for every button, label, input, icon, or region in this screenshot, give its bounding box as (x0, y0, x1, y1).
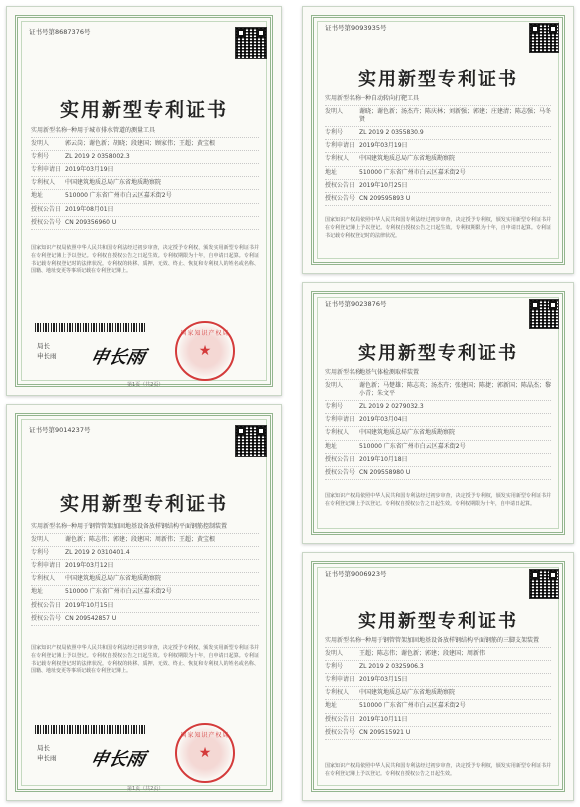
patent-certificate-4 (6, 404, 282, 801)
official-seal: 国家知识产权局 ★ (175, 321, 235, 381)
field-row: 授权公告号 CN 209542857 U (31, 613, 259, 626)
field-row: 专利申请日 2019年03月12日 (31, 560, 259, 573)
field-row: 授权公告号 CN 209515921 U (325, 727, 551, 740)
field-row: 授权公告日 2019年08月01日 (31, 204, 259, 217)
field-row: 发明人 王超；陈志伟；谢色新；郭建；段建国；周新伟 (325, 648, 551, 661)
bureau-title: 局长 申长雨 (37, 342, 57, 361)
field-row: 发明人 郭云岗；谢色新；胡晓；段建国；顾家伟；王超；黄宝根 (31, 138, 259, 151)
certificate-fields (325, 635, 551, 740)
field-row: 实用新型名称 一种自动转向打靶工具 (325, 93, 551, 106)
certificate-title: 实用新型专利证书 (59, 493, 228, 515)
field-row: 授权公告日 2019年10月15日 (31, 600, 259, 613)
patent-certificate-1 (6, 6, 282, 396)
patent-certificate-3 (302, 282, 574, 544)
field-row: 发明人 谢色新；马楚雄；陈志英；汤杰卉；张建国；陈捷；郭新国；陈晶杰；黎小青；朱文平 (325, 380, 551, 401)
certificate-body-text: 国家知识产权局依照中华人民共和国专利法经过初步审查，决定授予专利权，颁发实用新型专利证书并在专利登记簿上予以登记。专利权自授权公告之日起生效。专利权期限为十年，自申请日起算。专利证书记载专利权登记时的法律状况。 (325, 217, 551, 239)
director-signature: 申长雨 (88, 347, 147, 368)
field-row: 发明人 谢色新；陈志伟；郭建；段建国；周新伟；王超；黄宝根 (31, 534, 259, 547)
certificate-number: 证书号第9014237号 (29, 426, 91, 434)
field-row: 地址 510000 广东省广州市白云区嘉禾街2号 (325, 441, 551, 454)
field-row: 专利申请日 2019年03月15日 (325, 674, 551, 687)
field-row: 专利权人 中国建筑地质总局广东省地质勘察院 (325, 427, 551, 440)
qr-code-icon (235, 425, 267, 457)
qr-code-icon (529, 299, 559, 329)
certificate-fields (31, 125, 259, 230)
field-row: 专利申请日 2019年03月19日 (325, 140, 551, 153)
qr-code-icon (529, 23, 559, 53)
field-row: 地址 510000 广东省广州市白云区嘉禾街2号 (31, 586, 259, 599)
patent-certificate-2 (302, 6, 574, 274)
field-row: 实用新型名称 一种用于城市排水管道的测量工具 (31, 125, 259, 138)
field-row: 发明人 谢晓；谢色新；汤杰卉；陈庆林；刘新强；郭建；庄建清；陈志强；马冬贤 (325, 106, 551, 127)
star-icon: ★ (198, 343, 212, 359)
director-signature: 申长雨 (88, 749, 147, 770)
certificate-body-text: 国家知识产权局依照中华人民共和国专利法经过初步审查，决定授予专利权，颁发实用新型专利证书并在专利登记簿上予以登记。专利权自授权公告之日起生效。专利权期限为十年，自申请日起算。 (325, 493, 551, 507)
field-row: 专利号 ZL 2019 2 0325906.3 (325, 661, 551, 674)
barcode (35, 725, 145, 734)
page-number: 第1页（共2页） (127, 786, 164, 792)
certificate-title: 实用新型专利证书 (358, 69, 518, 90)
certificate-number: 证书号第9093935号 (325, 24, 387, 32)
certificate-title: 实用新型专利证书 (358, 611, 518, 632)
qr-code-icon (529, 569, 559, 599)
certificate-body-text: 国家知识产权局依照中华人民共和国专利法经过初步审查，决定授予专利权，颁发实用新型专利证书并在专利登记簿上予以登记。专利权自授权公告之日起生效。 (325, 763, 551, 777)
qr-code-icon (235, 27, 267, 59)
star-icon: ★ (198, 745, 212, 761)
field-row: 地址 510000 广东省广州市白云区嘉禾街2号 (325, 167, 551, 180)
field-row: 专利申请日 2019年03月04日 (325, 414, 551, 427)
certificate-number: 证书号第8687376号 (29, 28, 91, 36)
field-row: 授权公告号 CN 209595893 U (325, 193, 551, 206)
field-row: 专利权人 中国建筑地质总局广东省地质勘察院 (325, 153, 551, 166)
field-row: 授权公告日 2019年10月18日 (325, 454, 551, 467)
field-row: 专利申请日 2019年03月19日 (31, 164, 259, 177)
field-row: 授权公告日 2019年10月25日 (325, 180, 551, 193)
field-row: 专利号 ZL 2019 2 0358002.3 (31, 151, 259, 164)
certificate-fields (325, 93, 551, 206)
field-row: 地址 510000 广东省广州市白云区嘉禾街2号 (325, 700, 551, 713)
field-row: 专利号 ZL 2019 2 0279032.3 (325, 401, 551, 414)
page-number: 第1页（共2页） (127, 382, 164, 388)
field-row: 专利权人 中国建筑地质总局广东省地质勘察院 (325, 687, 551, 700)
field-row: 专利号 ZL 2019 2 0355830.9 (325, 127, 551, 140)
field-row: 专利权人 中国建筑地质总局广东省地质勘察院 (31, 573, 259, 586)
field-row: 地址 510000 广东省广州市白云区嘉禾街2号 (31, 190, 259, 203)
certificate-body-text: 国家知识产权局依照中华人民共和国专利法经过初步审查，决定授予专利权，颁发实用新型专利证书并在专利登记簿上予以登记。专利权自授权公告之日起生效。专利权期限为十年，自申请日起算。专利证书记载专利权登记时的法律状况。专利权的转移、质押、无效、终止、恢复和专利权人的姓名或名称、国籍、地址变更等事项记载在专利登记簿上。 (31, 645, 259, 675)
field-row: 实用新型名称 一种用于钢管管架加固地基设备放样钢结构平面钢筋的三脚支架装置 (325, 635, 551, 648)
official-seal: 国家知识产权局 ★ (175, 723, 235, 783)
certificate-number: 证书号第9006923号 (325, 570, 387, 578)
bureau-title: 局长 申长雨 (37, 744, 57, 763)
certificate-title: 实用新型专利证书 (59, 99, 228, 121)
field-row: 专利号 ZL 2019 2 0310401.4 (31, 547, 259, 560)
field-row: 授权公告号 CN 209558980 U (325, 467, 551, 480)
patent-certificate-5 (302, 552, 574, 801)
certificate-body-text: 国家知识产权局依照中华人民共和国专利法经过初步审查，决定授予专利权，颁发实用新型专利证书并在专利登记簿上予以登记。专利权自授权公告之日起生效。专利权期限为十年，自申请日起算。专利证书记载专利权登记时的法律状况。专利权的转移、质押、无效、终止、恢复和专利权人的姓名或名称、国籍、地址变更等事项记载在专利登记簿上。 (31, 245, 259, 275)
certificate-fields (325, 367, 551, 480)
field-row: 授权公告日 2019年10月11日 (325, 714, 551, 727)
certificate-number: 证书号第9023876号 (325, 300, 387, 308)
field-row: 实用新型名称 地基气体检测取样装置 (325, 367, 551, 380)
certificate-fields (31, 521, 259, 626)
field-row: 实用新型名称 一种用于钢管管架加固地基设备放样钢结构平面钢筋控制装置 (31, 521, 259, 534)
barcode (35, 323, 145, 332)
field-row: 专利权人 中国建筑地质总局广东省地质勘察院 (31, 177, 259, 190)
certificate-title: 实用新型专利证书 (358, 343, 518, 364)
field-row: 授权公告号 CN 209356960 U (31, 217, 259, 230)
